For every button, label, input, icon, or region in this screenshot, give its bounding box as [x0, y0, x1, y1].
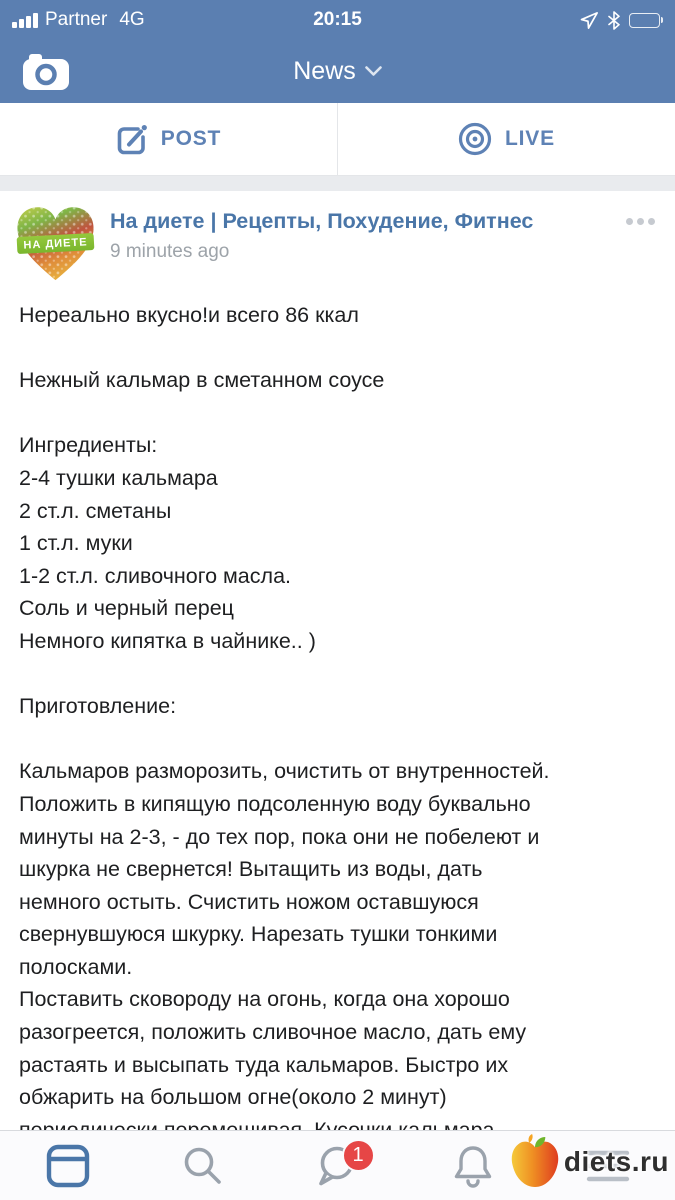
post-text-line: Кальмаров разморозить, очистить от внутренностей.: [19, 759, 550, 784]
post-text-line: 2 ст.л. сметаны: [19, 498, 172, 523]
tab-newsfeed[interactable]: [0, 1131, 135, 1200]
post-text-line: шкурка не свернется! Вытащить из воды, дать: [19, 857, 483, 882]
post-text-line: Поставить сковороду на огонь, когда она хорошо: [19, 987, 510, 1012]
messages-badge: 1: [342, 1139, 375, 1172]
menu-icon: [586, 1148, 630, 1184]
post-text-line: Нежный кальмар в сметанном соусе: [19, 368, 385, 393]
post-text-line: Положить в кипящую подсоленную воду буквально: [19, 791, 531, 816]
tab-messages[interactable]: [270, 1131, 405, 1200]
more-options-button[interactable]: [622, 204, 659, 239]
more-options-icon: [626, 218, 633, 225]
post-text-line: растаять и высыпать туда кальмаров. Быстро их: [19, 1052, 509, 1077]
post-button-label: POST: [160, 127, 222, 150]
nav-bar: [0, 40, 675, 103]
post-header: [0, 191, 675, 291]
status-time: 20:15: [313, 9, 362, 30]
camera-icon: [22, 53, 70, 91]
post-text-line: Ингредиенты:: [19, 433, 158, 458]
post-timestamp: 9 minutes ago: [110, 241, 230, 262]
post-text-line: Нереально вкусно!и всего 86 ккал: [19, 303, 359, 327]
search-icon: [182, 1145, 224, 1187]
post-text-line: [19, 658, 657, 691]
post-text-line: Соль и черный перец: [19, 596, 234, 621]
post-text-line: обжарить на большом огне(около 2 минут): [19, 1085, 447, 1110]
live-button[interactable]: [338, 103, 675, 175]
page-title: News: [293, 57, 356, 85]
post-text-line: 2-4 тушки кальмара: [19, 465, 218, 490]
post-text-line: [19, 332, 657, 365]
post-text-line: [19, 397, 657, 430]
compose-icon: [116, 123, 148, 156]
group-name-link[interactable]: На диете | Рецепты, Похудение, Фитнес: [110, 209, 534, 233]
post-text-line: Немного кипятка в чайнике.. ): [19, 628, 316, 653]
post-text-line: Приготовление:: [19, 694, 177, 719]
tab-menu[interactable]: [540, 1131, 675, 1200]
live-icon: [458, 122, 492, 156]
post-text-line: минуты на 2-3, - до тех пор, пока они не побелеют и: [19, 824, 540, 849]
feed-separator: [0, 176, 675, 191]
post-text-line: немного остыть. Счистить ножом оставшуюся: [19, 889, 479, 914]
post-text-line: разогреется, положить сливочное масло, дать ему: [19, 1020, 527, 1045]
tab-search[interactable]: [135, 1131, 270, 1200]
battery-icon: [629, 13, 663, 28]
post-text-line: полосками.: [19, 954, 133, 979]
post-card: [0, 191, 675, 1146]
status-bar: [0, 0, 675, 40]
location-icon: [580, 11, 599, 30]
post-button[interactable]: [0, 103, 338, 175]
post-text-line: свернувшуюся шкурку. Нарезать тушки тонкими: [19, 922, 498, 947]
post-text-line: [19, 723, 657, 756]
post-text: [0, 291, 675, 1146]
bluetooth-icon: [608, 11, 620, 30]
feed-title-dropdown[interactable]: [0, 57, 675, 86]
carrier-label: Partner: [45, 9, 108, 30]
live-button-label: LIVE: [505, 127, 555, 150]
bell-icon: [452, 1144, 494, 1188]
post-text-line: 1-2 ст.л. сливочного масла.: [19, 563, 291, 588]
tab-bar: [0, 1130, 675, 1200]
newsfeed-icon: [46, 1144, 90, 1188]
post-text-line: 1 ст.л. муки: [19, 531, 133, 556]
chevron-down-icon: [365, 66, 382, 77]
tab-notifications[interactable]: [405, 1131, 540, 1200]
watermark-text: diets.ru: [563, 1146, 669, 1177]
camera-button[interactable]: [22, 53, 70, 91]
group-avatar[interactable]: [15, 204, 96, 285]
avatar-ribbon: НА ДИЕТЕ: [17, 233, 95, 254]
network-type-label: 4G: [119, 9, 145, 30]
feed-toolbar: [0, 103, 675, 176]
signal-strength-icon: [12, 13, 38, 28]
